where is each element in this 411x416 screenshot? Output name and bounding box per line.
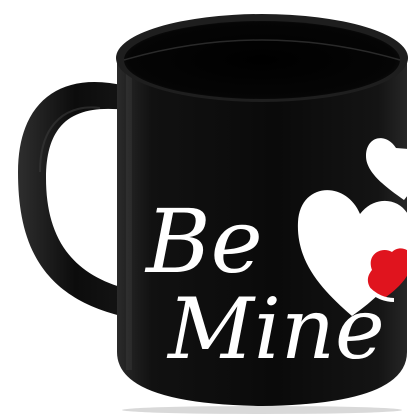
mug-opening	[116, 14, 408, 102]
text-be: Be	[146, 190, 263, 293]
text-mine: Mine	[168, 280, 385, 378]
mug-handle	[18, 82, 132, 318]
